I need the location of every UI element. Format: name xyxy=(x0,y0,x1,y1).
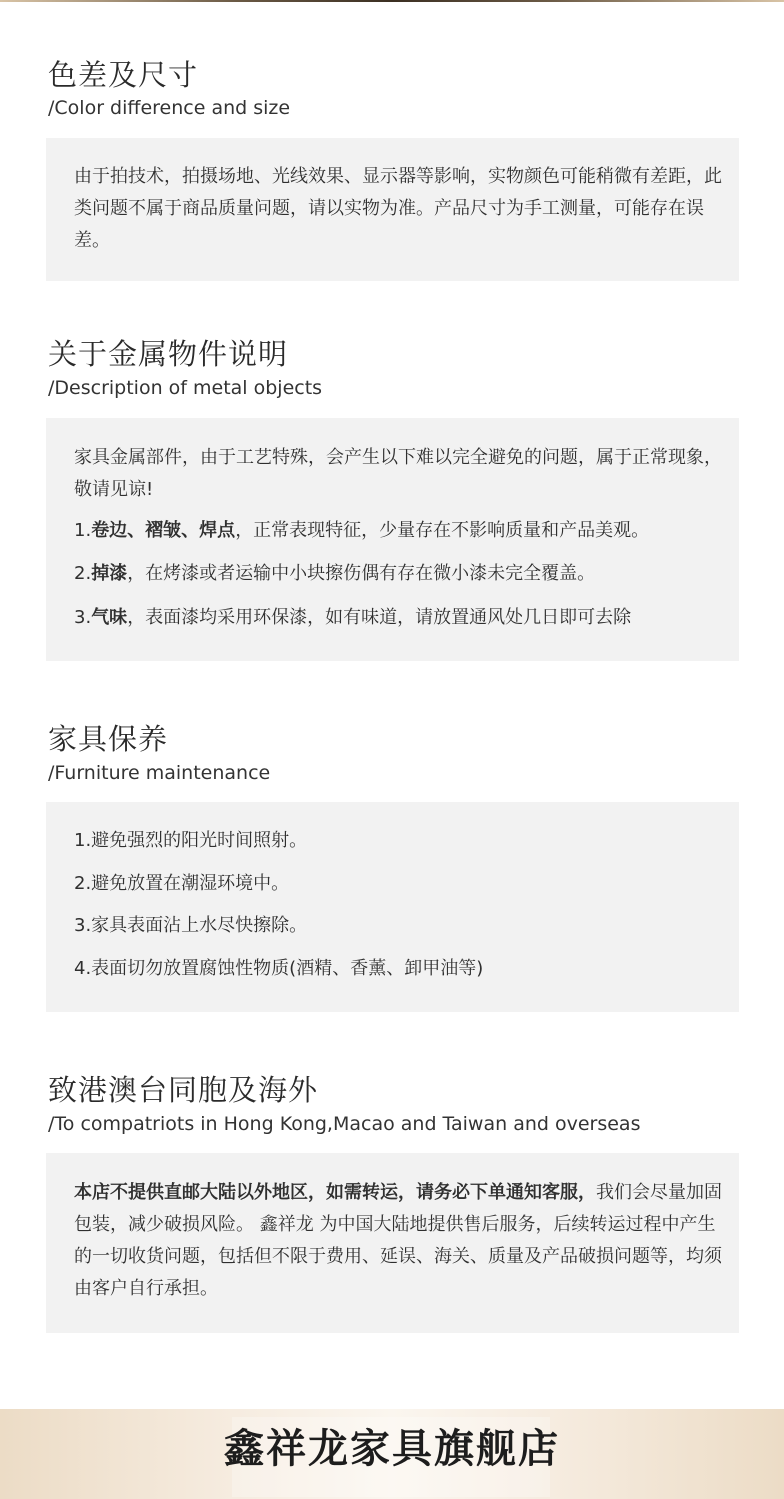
list-item: 1.卷边、褶皱、焊点，正常表现特征，少量存在不影响质量和产品美观。 xyxy=(74,520,650,541)
list-item: 3.气味，表面漆均采用环保漆，如有味道，请放置通风处几日即可去除 xyxy=(74,607,632,628)
list-item: 2.避免放置在潮湿环境中。 xyxy=(74,873,290,894)
list-item: 2.掉漆，在烤漆或者运输中小块擦伤偶有存在微小漆未完全覆盖。 xyxy=(74,563,596,584)
section-title: 致港澳台同胞及海外 xyxy=(48,1073,319,1107)
notice-bold-text: 本店不提供直邮大陆以外地区，如需转运，请务必下单通知客服， xyxy=(74,1182,596,1203)
info-panel xyxy=(46,802,739,1012)
info-panel xyxy=(46,138,739,281)
section-subtitle: /Color difference and size xyxy=(48,97,291,119)
section-title: 色差及尺寸 xyxy=(48,58,199,92)
info-panel xyxy=(46,1153,739,1333)
list-item: 4.表面切勿放置腐蚀性物质(酒精、香薰、卸甲油等) xyxy=(74,958,484,979)
store-name: 鑫祥龙家具旗舰店 xyxy=(224,1426,560,1472)
top-divider xyxy=(0,0,784,2)
notice-text: 我们会尽量加固包装，减少破损风险。 鑫祥龙 为中国大陆地提供售后服务，后续转运过程中产生的一切收货问题，包括但不限于费用、延误、海关、质量及产品破损问题等，均须由客户自行承担。 xyxy=(74,1182,722,1299)
panel-text xyxy=(74,1177,724,1305)
panel-intro: 家具金属部件，由于工艺特殊，会产生以下难以完全避免的问题，属于正常现象，敬请见谅! xyxy=(74,447,722,500)
list-item: 1.避免强烈的阳光时间照射。 xyxy=(74,830,308,851)
info-panel xyxy=(46,418,739,661)
section-title: 家具保养 xyxy=(48,722,169,756)
footer-banner xyxy=(0,1409,784,1499)
panel-text: 由于拍技术，拍摄场地、光线效果、显示器等影响，实物颜色可能稍微有差距，此类问题不属于商品质量问题，请以实物为准。产品尺寸为手工测量，可能存在误差。 xyxy=(74,166,722,251)
section-subtitle: /Furniture maintenance xyxy=(48,762,271,784)
section-subtitle: /Description of metal objects xyxy=(48,377,323,399)
section-subtitle: /To compatriots in Hong Kong,Macao and Taiwan and overseas xyxy=(48,1113,641,1135)
list-item: 3.家具表面沾上水尽快擦除。 xyxy=(74,915,308,936)
section-title: 关于金属物件说明 xyxy=(48,337,289,371)
